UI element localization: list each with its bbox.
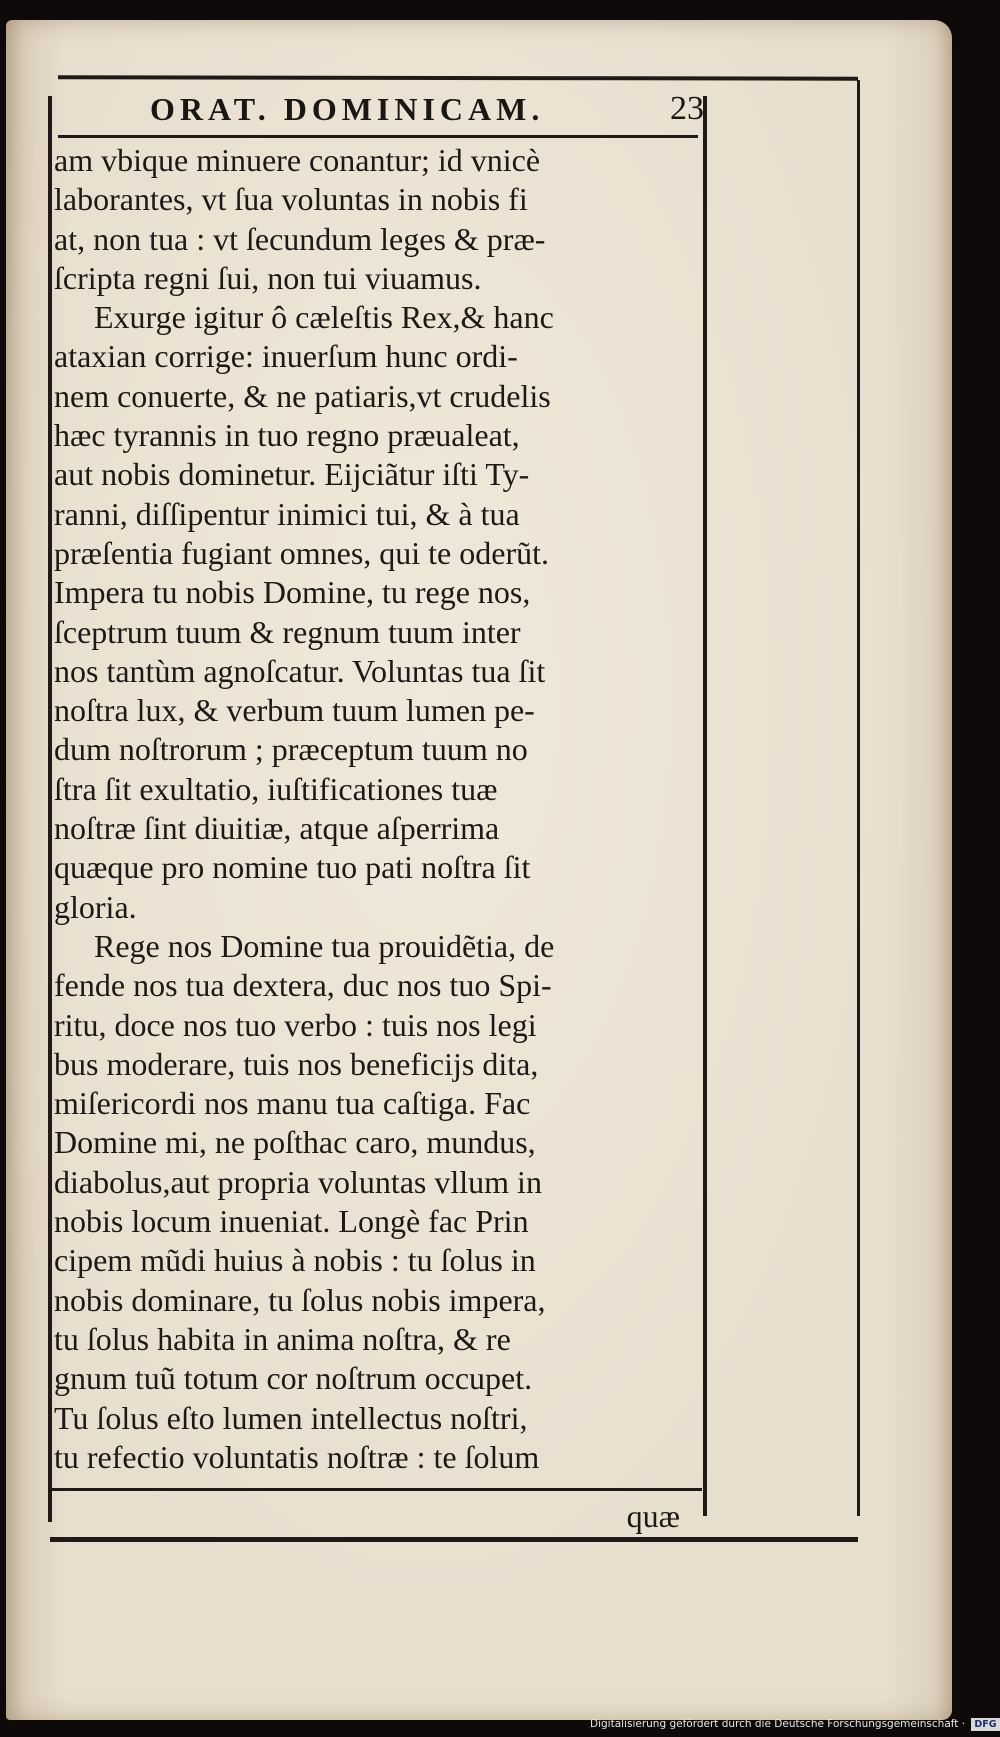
text-line: aut nobis dominetur. Eijciãtur iſti Ty- — [54, 456, 530, 493]
text-line: ritu, doce nos tuo verbo : tuis nos legi — [54, 1006, 537, 1043]
text-line: nobis dominare, tu ſolus nobis impera, — [54, 1281, 546, 1318]
text-line: bus moderare, tuis nos beneficijs dita, — [54, 1045, 539, 1082]
digitization-credit: Digitalisierung gefördert durch die Deutsche Forschungsgemeinschaft · DFG — [590, 1716, 990, 1732]
paragraph-start-line: Exurge igitur ô cæleſtis Rex,& hanc — [94, 299, 554, 336]
text-line: Impera tu nobis Domine, tu rege nos, — [54, 574, 531, 611]
text-line: ataxian corrige: inuerſum hunc ordi- — [54, 338, 518, 375]
text-line: ſcripta regni ſui, non tui viuamus. — [54, 259, 482, 296]
text-line: diabolus,aut propria voluntas vllum in — [54, 1163, 542, 1200]
running-title: ORAT. DOMINICAM. — [150, 91, 545, 127]
text-line: hæc tyrannis in tuo regno præualeat, — [54, 417, 520, 454]
text-line: noſtræ ſint diuitiæ, atque aſperrima — [54, 810, 500, 847]
text-line: noſtra lux, & verbum tuum lumen pe- — [54, 692, 535, 729]
outer-right-border-rule — [857, 80, 860, 1516]
left-border-rule — [48, 96, 52, 1522]
text-line: Domine mi, ne poſthac caro, mundus, — [54, 1124, 536, 1161]
inner-right-border-rule — [703, 96, 707, 1516]
text-line: laborantes, vt ſua voluntas in nobis fi — [54, 181, 528, 218]
text-line: nem conuerte, & ne patiaris,vt crudelis — [54, 377, 551, 414]
text-line: gloria. — [54, 888, 137, 925]
text-line: nos tantùm agnoſcatur. Voluntas tua ſit — [54, 652, 546, 689]
text-line: tu refectio voluntatis noſtræ : te ſolum — [54, 1438, 540, 1475]
text-line: nobis locum inueniat. Longè fac Prin — [54, 1203, 529, 1240]
text-line: gnum tuũ totum cor noſtrum occupet. — [54, 1360, 533, 1397]
text-line: at, non tua : vt ſecundum leges & præ- — [54, 220, 546, 257]
text-bottom-rule — [48, 1488, 702, 1491]
bottom-border-rule — [50, 1537, 858, 1542]
header-underline-rule — [58, 135, 698, 138]
credit-text: Digitalisierung gefördert durch die Deutsche Forschungsgemeinschaft — [590, 1718, 959, 1730]
text-line: miſericordi nos manu tua caſtiga. Fac — [54, 1085, 531, 1122]
text-line: dum noſtrorum ; præceptum tuum no — [54, 731, 528, 768]
text-line: præſentia fugiant omnes, qui te oderũt. — [54, 534, 549, 571]
catchword: quæ — [626, 1498, 680, 1534]
text-line: tu ſolus habita in anima noſtra, & re — [54, 1320, 511, 1357]
main-text-block — [54, 141, 696, 1477]
text-line: quæque pro nomine tuo pati noſtra ſit — [54, 849, 531, 886]
dfg-logo: DFG — [971, 1718, 999, 1731]
text-line: fende nos tua dextera, duc nos tuo Spi- — [54, 967, 552, 1004]
paragraph-start-line: Rege nos Domine tua prouidẽtia, de — [94, 927, 555, 964]
text-line: ſceptrum tuum & regnum tuum inter — [54, 613, 521, 650]
text-line: ranni, diſſipentur inimici tui, & à tua — [54, 495, 520, 532]
page-number: 23 — [670, 90, 704, 127]
text-line: ſtra ſit exultatio, iuſtificationes tuæ — [54, 770, 498, 807]
text-line: am vbique minuere conantur; id vnicè — [54, 142, 541, 178]
text-line: cipem mũdi huius à nobis : tu ſolus in — [54, 1242, 536, 1279]
text-line: Tu ſolus eſto lumen intellectus noſtri, — [54, 1399, 528, 1436]
